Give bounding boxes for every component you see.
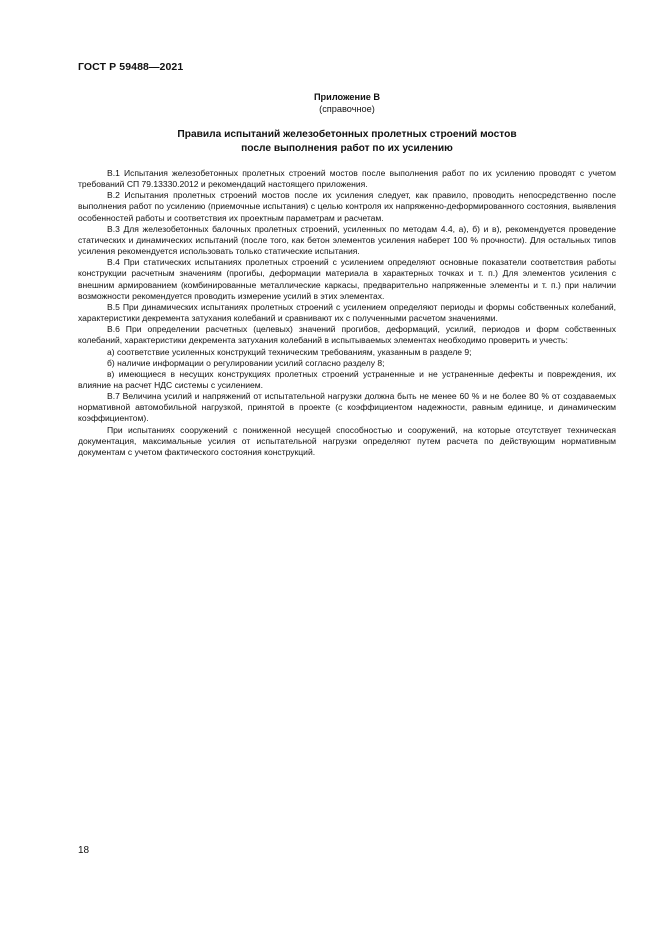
section-title	[78, 128, 616, 155]
paragraph-b7: В.7 Величина усилий и напряжений от испытательной нагрузки должна быть не менее 60 % и не более 80 % от создаваемых нормативной автомобильной нагрузкой, принятой в проекте (с коэффициентом надежности, равным единице, и динамическим коэффициентом).	[78, 391, 616, 424]
paragraph-b3: В.3 Для железобетонных балочных пролетных строений, усиленных по методам 4.4, а), б) и в), рекомендуется проведение статических и динамических испытаний (после того, как бетон элементов усиления наберет 100 % прочности). Для остальных типов усиления рекомендуется использовать только статические испытания.	[78, 223, 616, 257]
paragraph-b1: В.1 Испытания железобетонных пролетных строений мостов после выполнения работ по их усилению проводят с учетом требований СП 79.13330.2012 и рекомендаций настоящего приложения.	[78, 168, 616, 190]
appendix-heading	[78, 91, 616, 115]
section-title-line2: после выполнения работ по их усилению	[241, 142, 453, 154]
section-title-line1: Правила испытаний железобетонных пролетных строений мостов	[177, 129, 517, 140]
body-text	[78, 168, 616, 458]
list-item-a: а) соответствие усиленных конструкций техническим требованиям, указанным в разделе 9;	[107, 346, 472, 357]
list-item-c: в) имеющиеся в несущих конструкциях пролетных строений устраненные и не устраненные дефекты и повреждения, их влияние на расчет НДС системы с усилением.	[78, 368, 616, 390]
paragraph-b5: В.5 При динамических испытаниях пролетных строений с усилением определяют периоды и формы собственных колебаний, характеристики декремента затухания колебаний и сравнивают их с полученными расчетом значениями.	[78, 301, 616, 324]
page-number: 18	[78, 845, 90, 856]
appendix-title: Приложение В	[313, 92, 381, 102]
appendix-type: (справочное)	[319, 104, 375, 114]
standard-header: ГОСТ Р 59488—2021	[78, 61, 184, 73]
paragraph-b6: В.6 При определении расчетных (целевых) значений прогибов, деформаций, усилий, периодов и форм собственных колебаний, характеристики декремента затухания колебаний в испытываемых элементах необходимо проверить и учесть:	[78, 324, 616, 346]
paragraph-b2: В.2 Испытания пролетных строений мостов после их усиления следует, как правило, проводить непосредственно после выполнения работ по усилению (приемочные испытания) с целью контроля их напряженно-деформированного состояния, выявления особенностей работы и соответствия их проектным параметрам и расчетам.	[78, 190, 616, 223]
list-item-b: б) наличие информации о регулировании усилий согласно разделу 8;	[107, 357, 385, 368]
paragraph-b4: В.4 При статических испытаниях пролетных строений с усилением определяют основные показатели соответствия работы конструкции расчетным значениям (прогибы, деформации материала в характерных точках и т. п.) Для элементов усиления с внешним армированием (комбинированные металлические каркасы, предварительно напряженные элементы и т. п.) при наличии возможности рекомендуется проводить измерение усилий в этих элементах.	[78, 257, 616, 301]
paragraph-final: При испытаниях сооружений с пониженной несущей способностью и сооружений, на которые отсутствует техническая документация, максимальные усилия от испытательной нагрузки определяют путем расчета по действующим нормативным документам с учетом фактического состояния конструкций.	[78, 424, 616, 457]
